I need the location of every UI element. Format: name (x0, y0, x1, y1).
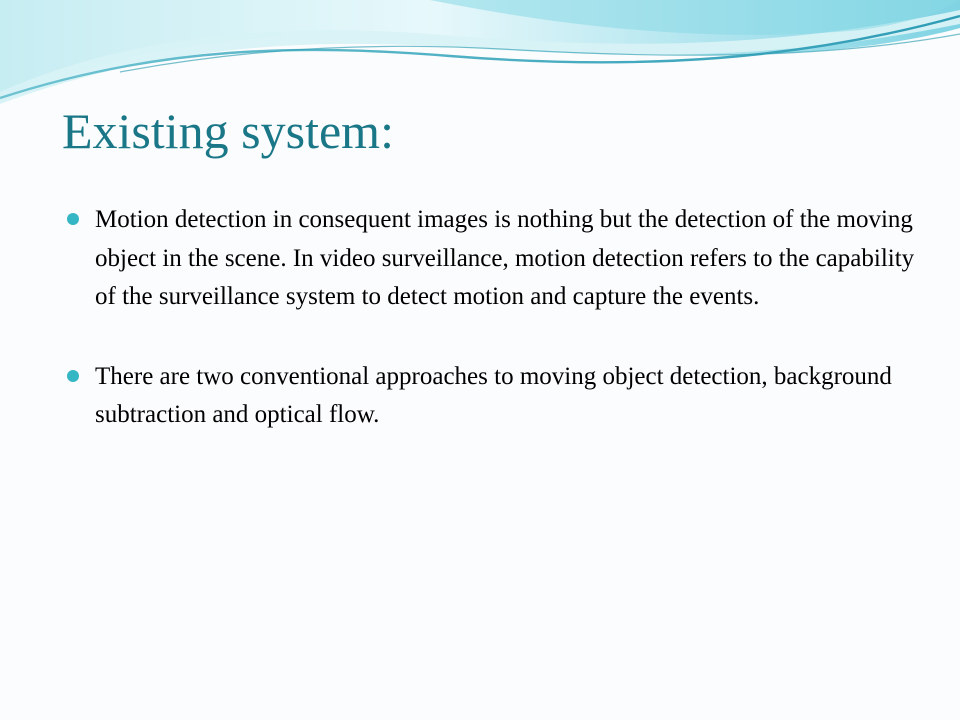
bullet-list (67, 201, 917, 476)
bullet-item-conventional-approaches (67, 358, 917, 435)
bullet-dot-icon (67, 213, 79, 225)
slide-title: Existing system: (62, 103, 394, 159)
bullet-text-motion-detection: Motion detection in consequent images is nothing but the detection of the moving object in the scene. In video surveillance, motion detection refers to the capability of the surveillance system to detect motion and capture the events. (95, 206, 915, 310)
bullet-item-motion-detection (67, 201, 917, 317)
bullet-text-conventional-approaches: There are two conventional approaches to moving object detection, background subtraction and optical flow. (95, 362, 892, 428)
bullet-dot-icon (67, 370, 79, 382)
